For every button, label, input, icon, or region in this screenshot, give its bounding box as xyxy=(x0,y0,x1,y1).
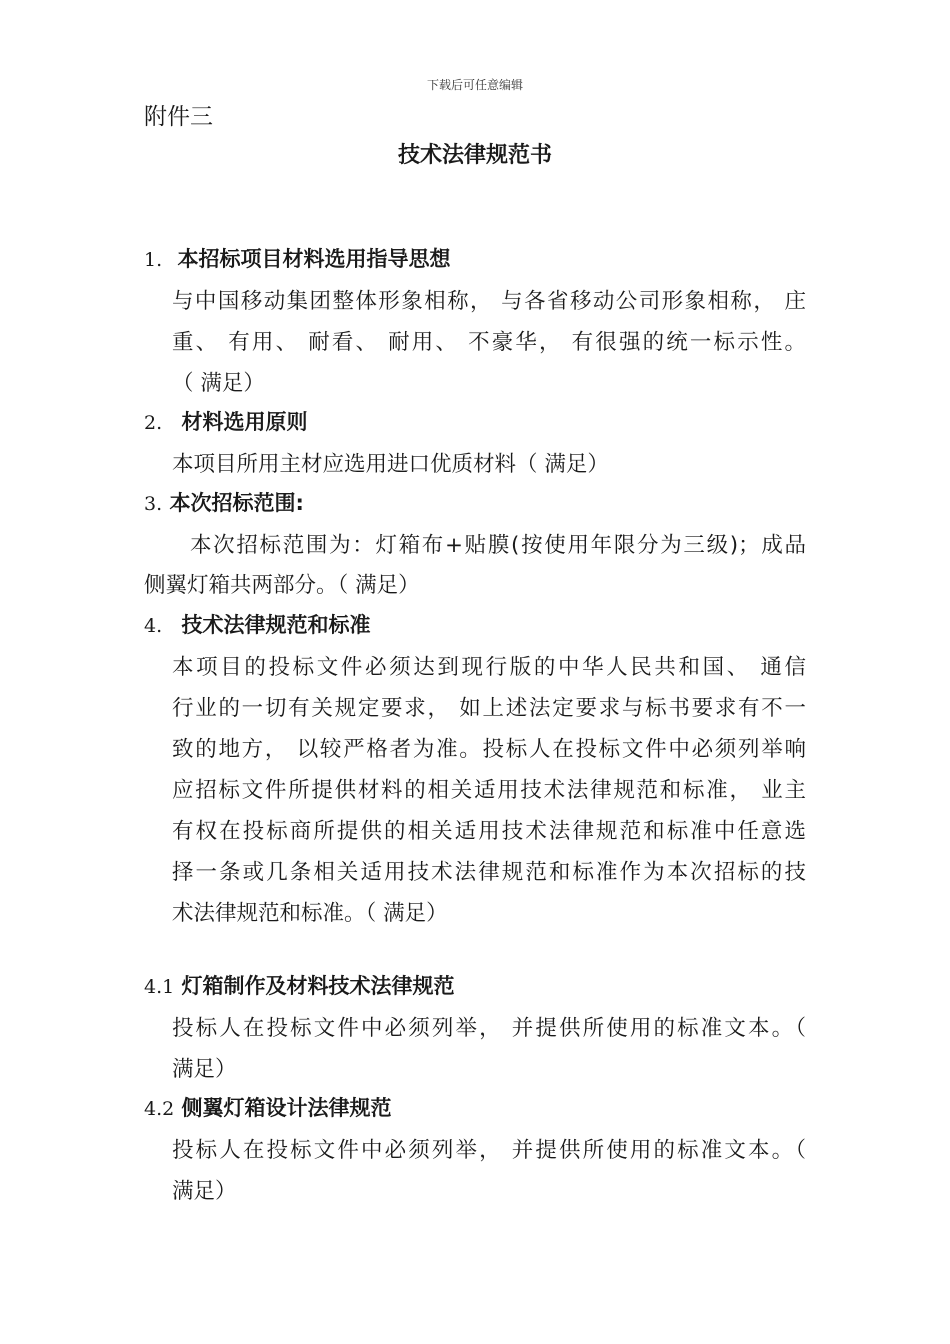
header-note: 下载后可任意编辑 xyxy=(426,78,523,92)
paragraph-line: 重、 有用、 耐看、 耐用、 不豪华， 有很强的统一标示性。 xyxy=(172,330,806,355)
section-title: 材料选用原则 xyxy=(181,410,308,434)
section-4-1-heading xyxy=(144,970,455,1000)
section-number: 4.2 xyxy=(144,1098,175,1120)
section-title: 技术法律规范和标准 xyxy=(181,613,371,637)
section-number: 3. xyxy=(144,493,163,515)
paragraph-line: 本项目的投标文件必须达到现行版的中华人民共和国、 通信 xyxy=(172,655,806,680)
paragraph-line: 投标人在投标文件中必须列举， 并提供所使用的标准文本。（ xyxy=(172,1016,806,1041)
section-title: 灯箱制作及材料技术法律规范 xyxy=(181,974,455,998)
section-1-heading xyxy=(144,243,450,273)
paragraph-line: 应招标文件所提供材料的相关适用技术法律规范和标准， 业主 xyxy=(172,778,806,803)
paragraph-line: 致的地方， 以较严格者为准。投标人在投标文件中必须列举响 xyxy=(172,737,806,762)
section-title: 侧翼灯箱设计法律规范 xyxy=(181,1096,392,1120)
paragraph-line: 满足） xyxy=(172,1179,237,1204)
paragraph-line: 与中国移动集团整体形象相称， 与各省移动公司形象相称， 庄 xyxy=(172,289,806,314)
paragraph-line: 术法律规范和标准。（ 满足） xyxy=(172,901,448,926)
section-number: 1. xyxy=(144,249,163,271)
paragraph-line: 侧翼灯箱共两部分。（ 满足） xyxy=(144,573,420,598)
section-number: 2. xyxy=(144,412,163,434)
attachment-label: 附件三 xyxy=(144,104,213,130)
paragraph-line: 本项目所用主材应选用进口优质材料（ 满足） xyxy=(172,452,609,477)
paragraph-line: （ 满足） xyxy=(172,371,265,396)
section-4-2-heading xyxy=(144,1092,392,1122)
section-3-heading xyxy=(144,487,304,517)
paragraph-line: 投标人在投标文件中必须列举， 并提供所使用的标准文本。（ xyxy=(172,1138,806,1163)
section-2-heading xyxy=(144,406,307,436)
section-number: 4. xyxy=(144,615,163,637)
section-title: 本招标项目材料选用指导思想 xyxy=(177,247,451,271)
paragraph-line: 有权在投标商所提供的相关适用技术法律规范和标准中任意选 xyxy=(172,819,806,844)
paragraph-line: 本次招标范围为：灯箱布+贴膜(按使用年限分为三级)；成品 xyxy=(190,533,806,558)
section-number: 4.1 xyxy=(144,976,175,998)
section-4-heading xyxy=(144,609,370,639)
document-title: 技术法律规范书 xyxy=(397,143,552,168)
paragraph-line: 满足） xyxy=(172,1057,237,1082)
paragraph-line: 择一条或几条相关适用技术法律规范和标准作为本次招标的技 xyxy=(172,860,806,885)
paragraph-line: 行业的一切有关规定要求， 如上述法定要求与标书要求有不一 xyxy=(172,696,806,721)
section-title: 本次招标范围: xyxy=(169,491,304,515)
